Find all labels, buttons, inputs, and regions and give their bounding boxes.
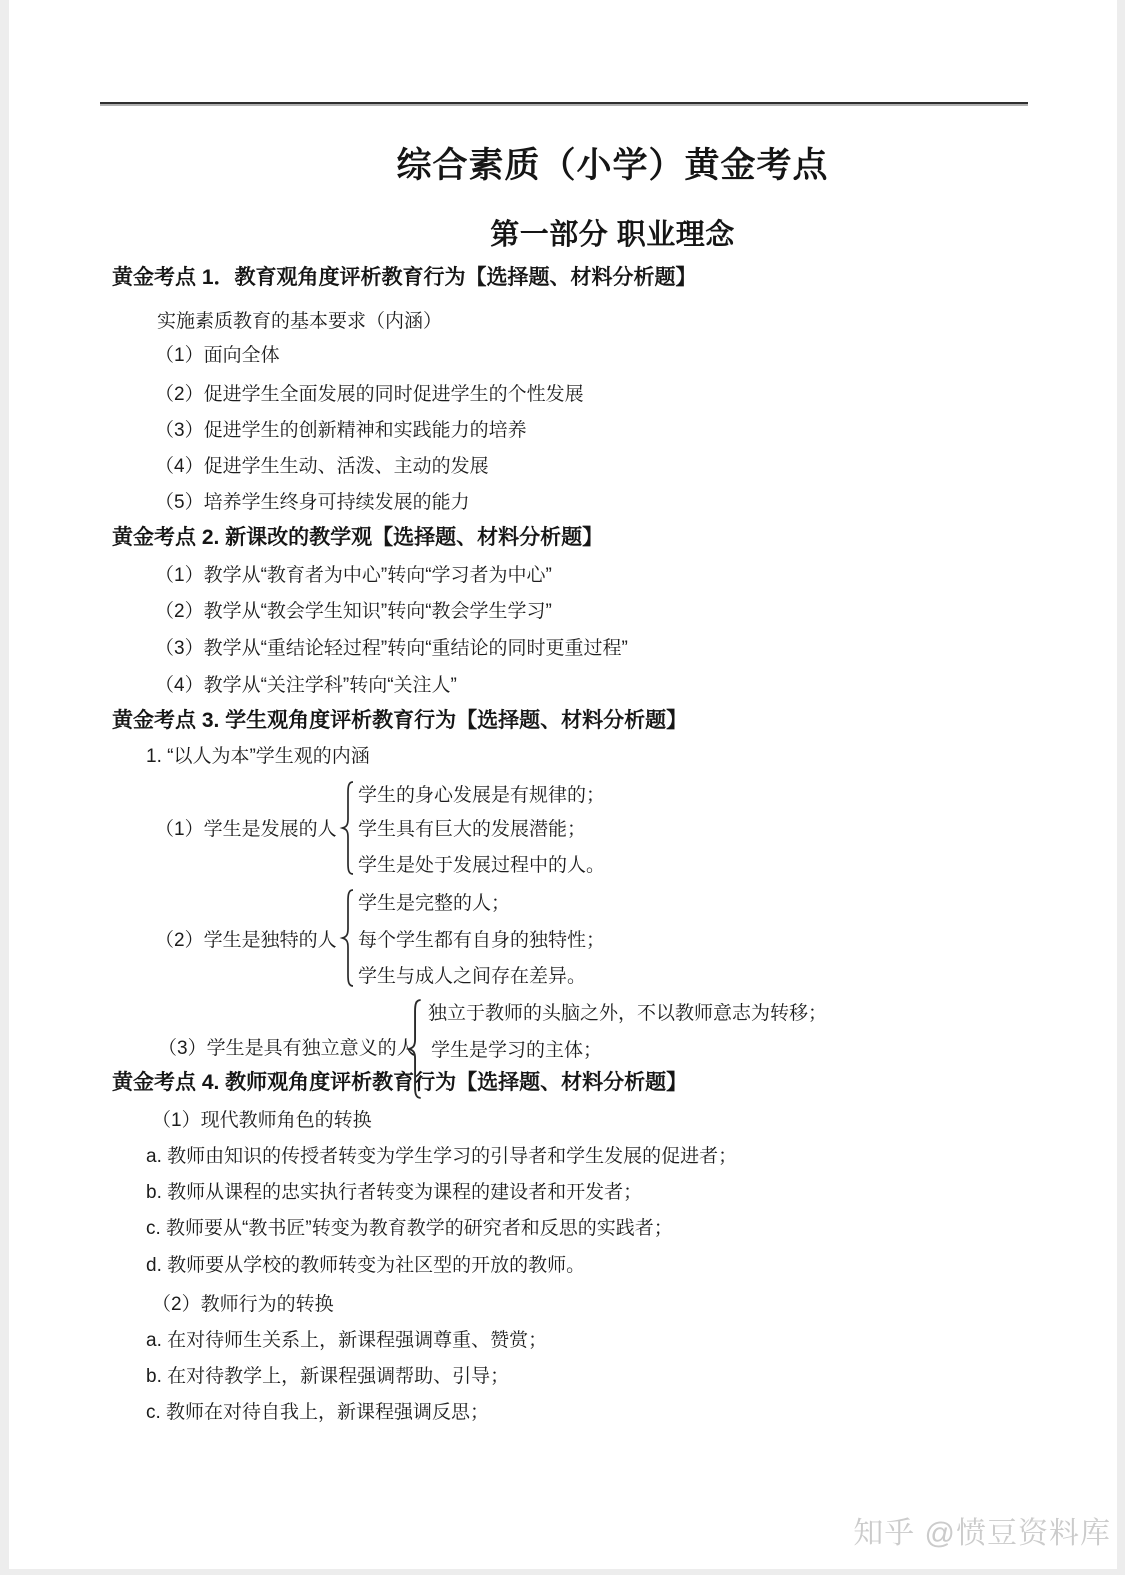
page-title: 综合素质（小学）黄金考点 (396, 146, 829, 185)
watermark: 知乎 @愤豆资料库 (853, 1517, 1111, 1550)
section-4-item: a. 在对待师生关系上，新课程强调尊重、赞赏； (146, 1330, 548, 1351)
curly-brace-icon (339, 781, 356, 875)
section-3-heading: 黄金考点 3. 学生观角度评析教育行为【选择题、材料分析题】 (112, 709, 688, 732)
section-4-item: a. 教师由知识的传授者转变为学生学习的引导者和学生发展的促进者； (146, 1146, 738, 1167)
group-line: 学生是完整的人； (358, 893, 511, 914)
section-4-item: c. 教师要从“教书匠”转变为教育教学的研究者和反思的实践者； (146, 1218, 673, 1239)
student-view-group-label: （3）学生是具有独立意义的人 (158, 1038, 416, 1059)
section-1-intro: 实施素质教育的基本要求（内涵） (157, 311, 443, 332)
student-view-group-label: （1）学生是发展的人 (155, 819, 337, 840)
section-1-item: （3）促进学生的创新精神和实践能力的培养 (155, 420, 527, 441)
section-4-item: d. 教师要从学校的教师转变为社区型的开放的教师。 (146, 1255, 586, 1276)
group-line: 学生具有巨大的发展潜能； (358, 819, 587, 840)
page-edge-left (0, 0, 9, 1575)
section-1-item: （5）培养学生终身可持续发展的能力 (155, 492, 470, 513)
group-line: 独立于教师的头脑之外，不以教师意志为转移； (428, 1003, 828, 1024)
curly-brace-icon (339, 889, 356, 987)
header-rule (100, 102, 1028, 104)
section-1-item: （1）面向全体 (155, 345, 280, 366)
section-2-item: （1）教学从“教育者为中心”转向“学习者为中心” (155, 565, 552, 586)
section-4-heading: 黄金考点 4. 教师观角度评析教育行为【选择题、材料分析题】 (112, 1071, 688, 1094)
group-line: 学生是学习的主体； (431, 1040, 603, 1061)
section-2-item: （3）教学从“重结论轻过程”转向“重结论的同时更重过程” (155, 638, 628, 659)
group-line: 每个学生都有自身的独特性； (358, 930, 606, 951)
group-line: 学生的身心发展是有规律的； (358, 785, 606, 806)
section-3-intro: 1. “以人为本”学生观的内涵 (146, 746, 370, 767)
group-line: 学生是处于发展过程中的人。 (358, 855, 606, 876)
page-edge-bottom (0, 1569, 1125, 1575)
section-1-heading: 黄金考点 1．教育观角度评析教育行为【选择题、材料分析题】 (112, 266, 697, 289)
section-4-item: b. 在对待教学上，新课程强调帮助、引导； (146, 1366, 510, 1387)
section-1-item: （2）促进学生全面发展的同时促进学生的个性发展 (155, 384, 584, 405)
subsection-label: （2）教师行为的转换 (152, 1294, 334, 1315)
subsection-label: （1）现代教师角色的转换 (152, 1110, 372, 1131)
group-line: 学生与成人之间存在差异。 (358, 966, 587, 987)
section-1-item: （4）促进学生生动、活泼、主动的发展 (155, 456, 489, 477)
section-2-item: （2）教学从“教会学生知识”转向“教会学生学习” (155, 601, 552, 622)
section-2-item: （4）教学从“关注学科”转向“关注人” (155, 675, 457, 696)
section-2-heading: 黄金考点 2. 新课改的教学观【选择题、材料分析题】 (112, 526, 604, 549)
part-title: 第一部分 职业理念 (490, 219, 735, 251)
section-4-item: c. 教师在对待自我上，新课程强调反思； (146, 1402, 490, 1423)
student-view-group-label: （2）学生是独特的人 (155, 930, 337, 951)
section-4-item: b. 教师从课程的忠实执行者转变为课程的建设者和开发者； (146, 1182, 643, 1203)
curly-brace-icon (405, 999, 424, 1099)
